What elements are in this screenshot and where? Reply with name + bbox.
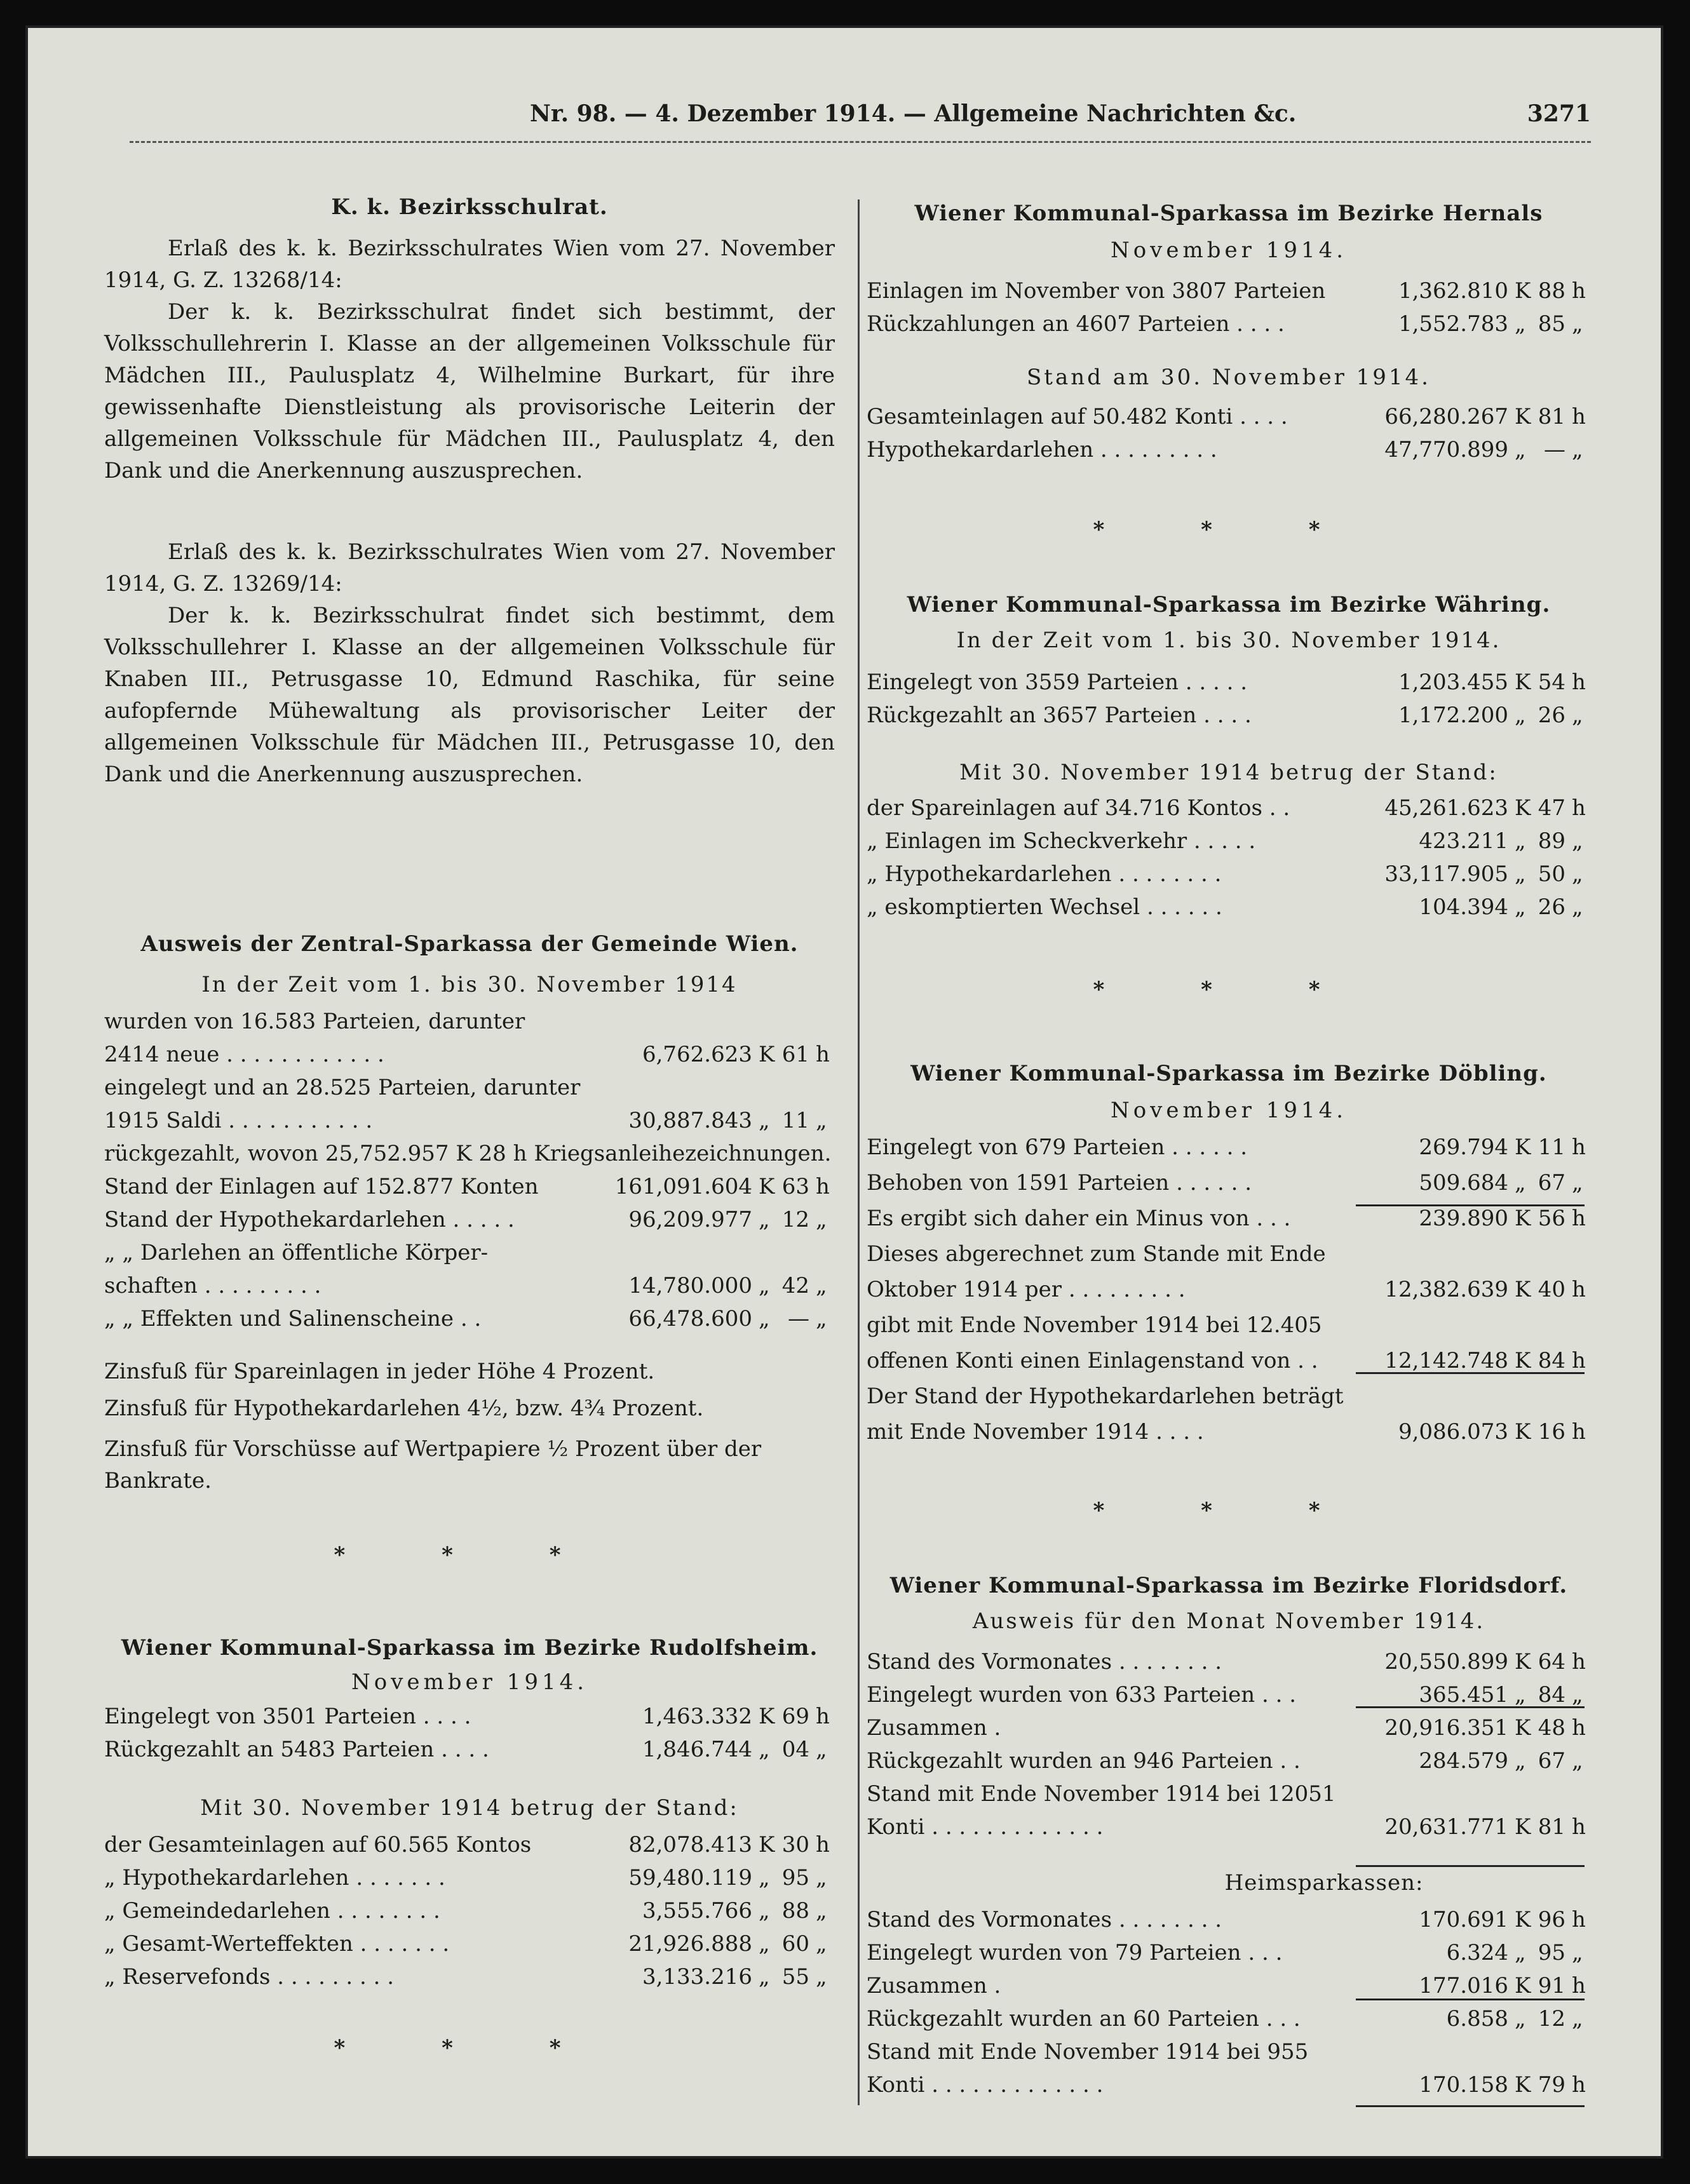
row-heller: 84 xyxy=(1538,1682,1565,1708)
row-label: Behoben von 1591 Parteien . . . . . . xyxy=(867,1170,1252,1196)
row-amount: 6.858 xyxy=(1446,2006,1508,2032)
row-unit: „ xyxy=(816,1108,827,1133)
row-label: „ Hypothekardarlehen . . . . . . . xyxy=(104,1865,445,1891)
row-label: 2414 neue . . . . . . . . . . . . xyxy=(104,1042,384,1067)
row-amount: 12,382.639 xyxy=(1384,1277,1508,1302)
row-amount: 12,142.748 xyxy=(1384,1348,1508,1373)
header-title: Nr. 98. — 4. Dezember 1914. — Allgemeine Nachrichten &c. xyxy=(530,100,1297,127)
row-unit: h xyxy=(1572,2072,1586,2098)
row-label: Stand mit Ende November 1914 bei 955 xyxy=(867,2039,1309,2065)
table-row xyxy=(867,401,1591,432)
row-heller: 26 xyxy=(1538,703,1565,728)
row-label: „ Reservefonds . . . . . . . . . xyxy=(104,1964,394,1990)
row-unit: „ xyxy=(816,1737,827,1762)
row-unit: h xyxy=(1572,1277,1586,1302)
row-heller: 85 xyxy=(1538,311,1565,337)
section-title-bezirksschulrat: K. k. Bezirksschulrat. xyxy=(331,194,608,220)
row-currency: K xyxy=(1515,1348,1531,1373)
table-row xyxy=(104,1204,835,1235)
table-row xyxy=(104,1929,835,1959)
row-heller: 11 xyxy=(781,1108,809,1133)
document-page xyxy=(25,25,1663,2159)
row-label: „ Hypothekardarlehen . . . . . . . . xyxy=(867,861,1222,887)
row-heller: 04 xyxy=(781,1737,809,1762)
row-unit: h xyxy=(816,1704,830,1729)
table-row xyxy=(867,1381,1591,1412)
row-amount: 30,887.843 xyxy=(628,1108,752,1133)
table-row xyxy=(867,1417,1591,1447)
row-label: Stand des Vormonates . . . . . . . . xyxy=(867,1907,1222,1932)
row-currency: „ xyxy=(1515,311,1526,337)
row-amount: 1,172.200 xyxy=(1398,703,1508,728)
table-row xyxy=(867,667,1591,698)
table-row xyxy=(867,1239,1591,1269)
floridsdorf-period: Ausweis für den Monat November 1914. xyxy=(972,1608,1485,1634)
row-amount: 104.394 xyxy=(1419,894,1508,920)
row-amount: 45,261.623 xyxy=(1384,795,1508,821)
row-amount: 3,133.216 xyxy=(642,1964,752,1990)
row-currency: K xyxy=(1515,1814,1531,1840)
page-header xyxy=(130,97,1591,143)
table-row xyxy=(867,826,1591,856)
row-heller: 64 xyxy=(1538,1649,1565,1675)
row-currency: „ xyxy=(1515,894,1526,920)
table-row xyxy=(867,1904,1591,1935)
hernals-month: November 1914. xyxy=(1110,238,1348,263)
separator-stars: * * * xyxy=(1093,517,1365,543)
row-label: Rückgezahlt wurden an 946 Parteien . . xyxy=(867,1748,1301,1774)
row-currency: „ xyxy=(1515,1748,1526,1774)
table-row xyxy=(104,1962,835,1992)
row-unit: „ xyxy=(1572,1748,1583,1774)
waehring-period: In der Zeit vom 1. bis 30. November 1914. xyxy=(956,628,1501,653)
table-row xyxy=(104,1072,835,1103)
row-currency: „ xyxy=(759,1108,770,1133)
table-row xyxy=(104,1271,835,1301)
row-heller: 91 xyxy=(1538,1973,1565,1999)
row-label: schaften . . . . . . . . . xyxy=(104,1273,321,1298)
row-currency: „ xyxy=(1515,1940,1526,1965)
row-heller: — xyxy=(1544,437,1565,462)
row-unit: h xyxy=(1572,1649,1586,1675)
row-label: Eingelegt von 679 Parteien . . . . . . xyxy=(867,1135,1248,1160)
row-unit: „ xyxy=(816,1273,827,1298)
row-label: der Spareinlagen auf 34.716 Kontos . . xyxy=(867,795,1290,821)
row-label: Es ergibt sich daher ein Minus von . . . xyxy=(867,1206,1291,1231)
row-heller: 16 xyxy=(1538,1419,1565,1445)
row-amount: 21,926.888 xyxy=(628,1931,752,1957)
row-amount: 509.684 xyxy=(1419,1170,1508,1196)
row-currency: K xyxy=(759,1832,775,1857)
row-unit: h xyxy=(1572,278,1586,304)
row-amount: 1,552.783 xyxy=(1398,311,1508,337)
row-currency: K xyxy=(1515,1135,1531,1160)
separator-stars: * * * xyxy=(1093,1498,1365,1523)
row-heller: 96 xyxy=(1538,1907,1565,1932)
table-row xyxy=(867,700,1591,731)
row-unit: „ xyxy=(816,1207,827,1232)
row-label: 1915 Saldi . . . . . . . . . . . xyxy=(104,1108,373,1133)
row-currency: „ xyxy=(759,1306,770,1331)
row-currency: K xyxy=(1515,2072,1531,2098)
zins-vorschuesse: Zinsfuß für Vorschüsse auf Wertpapiere ½ Prozent über der Bankrate. xyxy=(104,1436,762,1493)
table-row xyxy=(867,793,1591,823)
row-label: der Gesamteinlagen auf 60.565 Kontos xyxy=(104,1832,532,1857)
separator-stars: * * * xyxy=(334,1542,605,1568)
table-row xyxy=(867,276,1591,306)
table-row xyxy=(867,1812,1591,1842)
row-unit: „ xyxy=(1572,1940,1583,1965)
section-title-waehring: Wiener Kommunal-Sparkassa im Bezirke Währing. xyxy=(907,592,1551,617)
table-row xyxy=(867,1203,1591,1234)
row-heller: 42 xyxy=(781,1273,809,1298)
row-amount: 96,209.977 xyxy=(628,1207,752,1232)
table-row xyxy=(104,1863,835,1893)
row-heller: 55 xyxy=(781,1964,809,1990)
row-heller: 63 xyxy=(781,1174,809,1199)
row-unit: „ xyxy=(1572,1682,1583,1708)
table-row xyxy=(867,892,1591,922)
table-row xyxy=(104,1138,835,1169)
doebling-month: November 1914. xyxy=(1110,1098,1348,1123)
row-amount: 33,117.905 xyxy=(1384,861,1508,887)
row-heller: 95 xyxy=(781,1865,809,1891)
table-row xyxy=(867,859,1591,889)
row-label: Rückgezahlt an 3657 Parteien . . . . xyxy=(867,703,1252,728)
row-unit: „ xyxy=(816,1865,827,1891)
row-heller: 40 xyxy=(1538,1277,1565,1302)
row-unit: h xyxy=(1572,1135,1586,1160)
table-row xyxy=(867,309,1591,339)
row-label: Der Stand der Hypothekardarlehen beträgt xyxy=(867,1384,1344,1409)
row-label: eingelegt und an 28.525 Parteien, darunter xyxy=(104,1075,581,1100)
row-label: Oktober 1914 per . . . . . . . . . xyxy=(867,1277,1186,1302)
row-unit: h xyxy=(1572,1907,1586,1932)
row-label: „ eskomptierten Wechsel . . . . . . xyxy=(867,894,1222,920)
row-label: Einlagen im November von 3807 Parteien xyxy=(867,278,1326,304)
row-heller: 12 xyxy=(781,1207,809,1232)
row-unit: h xyxy=(1572,1814,1586,1840)
table-row xyxy=(867,435,1591,465)
zentral-period: In der Zeit vom 1. bis 30. November 1914 xyxy=(201,972,738,997)
row-unit: „ xyxy=(1572,828,1583,854)
row-unit: h xyxy=(1572,1348,1586,1373)
row-currency: K xyxy=(759,1042,775,1067)
row-heller: 48 xyxy=(1538,1715,1565,1741)
table-row xyxy=(867,1680,1591,1710)
row-label: rückgezahlt, wovon 25,752.957 K 28 h Kriegsanleihezeichnungen. xyxy=(104,1141,832,1166)
row-label: „ Einlagen im Scheckverkehr . . . . . xyxy=(867,828,1256,854)
row-unit: „ xyxy=(816,1964,827,1990)
row-unit: h xyxy=(816,1174,830,1199)
row-currency: „ xyxy=(1515,703,1526,728)
row-amount: 365.451 xyxy=(1419,1682,1508,1708)
row-label: Eingelegt wurden von 633 Parteien . . . xyxy=(867,1682,1297,1708)
row-amount: 20,631.771 xyxy=(1384,1814,1508,1840)
row-amount: 1,362.810 xyxy=(1398,278,1508,304)
row-label: „ „ Darlehen an öffentliche Körper- xyxy=(104,1240,489,1265)
sum-rule xyxy=(1356,1372,1585,1374)
row-label: Gesamteinlagen auf 50.482 Konti . . . . xyxy=(867,404,1288,429)
row-label: Eingelegt von 3501 Parteien . . . . xyxy=(104,1704,471,1729)
erlass2-body: Der k. k. Bezirksschulrat findet sich bestimmt, dem Volksschullehrer I. Klasse an der allgemeinen Volksschule für Knaben III., Petrusgasse 10, Edmund Raschika, für seine aufopfernde Mühewaltung als provisorischer Leiter der allgemeinen Volksschule für Mädchen III., Petrusgasse 10, den Dank und die Anerkennung auszusprechen. xyxy=(104,603,835,787)
row-heller: 12 xyxy=(1538,2006,1565,2032)
row-label: Konti . . . . . . . . . . . . . xyxy=(867,1814,1104,1840)
row-currency: K xyxy=(1515,404,1531,429)
row-unit: h xyxy=(1572,1973,1586,1999)
row-amount: 14,780.000 xyxy=(628,1273,752,1298)
hernals-stand-head: Stand am 30. November 1914. xyxy=(1027,365,1431,390)
row-label: Eingelegt von 3559 Parteien . . . . . xyxy=(867,670,1248,695)
row-currency: „ xyxy=(1515,1682,1526,1708)
row-currency: K xyxy=(1515,278,1531,304)
row-label: Zusammen . xyxy=(867,1715,1001,1741)
table-row xyxy=(867,1310,1591,1340)
row-amount: 1,846.744 xyxy=(642,1737,752,1762)
row-amount: 9,086.073 xyxy=(1398,1419,1508,1445)
table-row xyxy=(867,2070,1591,2100)
row-unit: h xyxy=(1572,1206,1586,1231)
row-heller: 47 xyxy=(1538,795,1565,821)
row-unit: „ xyxy=(1572,894,1583,920)
row-amount: 66,280.267 xyxy=(1384,404,1508,429)
table-row xyxy=(867,1713,1591,1743)
row-label: Rückzahlungen an 4607 Parteien . . . . xyxy=(867,311,1285,337)
row-unit: h xyxy=(1572,795,1586,821)
erlass2-intro: Erlaß des k. k. Bezirksschulrates Wien vom 27. November 1914, G. Z. 13269/14: xyxy=(104,539,835,597)
row-amount: 269.794 xyxy=(1419,1135,1508,1160)
row-unit: „ xyxy=(816,1306,827,1331)
row-currency: K xyxy=(1515,1907,1531,1932)
table-row xyxy=(104,1039,835,1070)
row-unit: h xyxy=(1572,404,1586,429)
sum-rule xyxy=(1356,1865,1585,1867)
table-row xyxy=(867,1746,1591,1776)
row-currency: K xyxy=(1515,670,1531,695)
row-amount: 161,091.604 xyxy=(614,1174,752,1199)
page-number: 3271 xyxy=(1527,100,1591,127)
row-label: Stand der Hypothekardarlehen . . . . . xyxy=(104,1207,515,1232)
row-label: Stand der Einlagen auf 152.877 Konten xyxy=(104,1174,539,1199)
table-row xyxy=(867,1274,1591,1305)
row-currency: „ xyxy=(759,1737,770,1762)
row-heller: 88 xyxy=(781,1898,809,1924)
row-heller: 95 xyxy=(1538,1940,1565,1965)
row-label: Stand des Vormonates . . . . . . . . xyxy=(867,1649,1222,1675)
sum-rule xyxy=(1356,1204,1585,1206)
row-currency: K xyxy=(1515,1277,1531,1302)
row-label: Rückgezahlt an 5483 Parteien . . . . xyxy=(104,1737,489,1762)
row-amount: 284.579 xyxy=(1419,1748,1508,1774)
row-unit: h xyxy=(1572,1715,1586,1741)
row-unit: h xyxy=(1572,1419,1586,1445)
sum-rule xyxy=(1356,1999,1585,2000)
table-row xyxy=(104,1237,835,1268)
table-row xyxy=(104,1171,835,1202)
row-unit: h xyxy=(816,1832,830,1857)
row-heller: — xyxy=(788,1306,809,1331)
section-title-floridsdorf: Wiener Kommunal-Sparkassa im Bezirke Floridsdorf. xyxy=(889,1573,1568,1598)
waehring-stand-head: Mit 30. November 1914 betrug der Stand: xyxy=(959,760,1498,785)
row-heller: 79 xyxy=(1538,2072,1565,2098)
row-amount: 66,478.600 xyxy=(628,1306,752,1331)
row-currency: „ xyxy=(1515,437,1526,462)
table-row xyxy=(867,1168,1591,1198)
row-heller: 50 xyxy=(1538,861,1565,887)
erlass1-body: Der k. k. Bezirksschulrat findet sich bestimmt, der Volksschullehrerin I. Klasse an der allgemeinen Volksschule für Mädchen III., Paulusplatz 4, Wilhelmine Burkart, für ihre gewissenhafte Dienstleistung als provisorische Leiterin der allgemeinen Volksschule für Mädchen III., Paulusplatz 4, den Dank und die Anerkennung auszusprechen. xyxy=(104,299,835,483)
row-currency: K xyxy=(1515,1973,1531,1999)
row-unit: „ xyxy=(1572,437,1583,462)
table-row xyxy=(104,1304,835,1334)
row-unit: „ xyxy=(816,1931,827,1957)
row-unit: „ xyxy=(1572,311,1583,337)
row-amount: 59,480.119 xyxy=(628,1865,752,1891)
erlass1-intro: Erlaß des k. k. Bezirksschulrates Wien vom 27. November 1914, G. Z. 13268/14: xyxy=(104,236,835,293)
row-heller: 84 xyxy=(1538,1348,1565,1373)
row-heller: 81 xyxy=(1538,1814,1565,1840)
rudolfsheim-month: November 1914. xyxy=(351,1669,588,1695)
row-label: mit Ende November 1914 . . . . xyxy=(867,1419,1204,1445)
row-amount: 1,203.455 xyxy=(1398,670,1508,695)
row-label: Dieses abgerechnet zum Stande mit Ende xyxy=(867,1241,1326,1267)
row-heller: 67 xyxy=(1538,1170,1565,1196)
row-heller: 81 xyxy=(1538,404,1565,429)
row-amount: 1,463.332 xyxy=(642,1704,752,1729)
row-amount: 47,770.899 xyxy=(1384,437,1508,462)
table-row xyxy=(867,2004,1591,2034)
row-unit: h xyxy=(816,1042,830,1067)
section-title-hernals: Wiener Kommunal-Sparkassa im Bezirke Hernals xyxy=(914,201,1543,226)
zins-hypothekar: Zinsfuß für Hypothekardarlehen 4½, bzw. 4¾ Prozent. xyxy=(104,1396,704,1421)
row-currency: „ xyxy=(759,1207,770,1232)
row-currency: „ xyxy=(759,1865,770,1891)
row-currency: K xyxy=(759,1174,775,1199)
row-amount: 20,916.351 xyxy=(1384,1715,1508,1741)
row-label: Stand mit Ende November 1914 bei 12051 xyxy=(867,1781,1336,1807)
row-heller: 11 xyxy=(1538,1135,1565,1160)
section-title-rudolfsheim: Wiener Kommunal-Sparkassa im Bezirke Rudolfsheim. xyxy=(121,1635,818,1661)
row-currency: „ xyxy=(1515,828,1526,854)
row-amount: 20,550.899 xyxy=(1384,1649,1508,1675)
zins-spareinlagen: Zinsfuß für Spareinlagen in jeder Höhe 4 Prozent. xyxy=(104,1359,655,1384)
table-row xyxy=(104,1701,835,1732)
row-currency: K xyxy=(1515,1419,1531,1445)
row-amount: 239.890 xyxy=(1419,1206,1508,1231)
column-divider xyxy=(858,199,860,2105)
row-heller: 69 xyxy=(781,1704,809,1729)
table-row xyxy=(867,1647,1591,1677)
row-amount: 6.324 xyxy=(1446,1940,1508,1965)
row-heller: 89 xyxy=(1538,828,1565,854)
row-label: Eingelegt wurden von 79 Parteien . . . xyxy=(867,1940,1283,1965)
row-currency: „ xyxy=(1515,2006,1526,2032)
row-currency: „ xyxy=(1515,861,1526,887)
rudolfsheim-stand-head: Mit 30. November 1914 betrug der Stand: xyxy=(200,1795,739,1821)
row-amount: 170.158 xyxy=(1419,2072,1508,2098)
table-row xyxy=(867,1938,1591,1968)
section-title-doebling: Wiener Kommunal-Sparkassa im Bezirke Döbling. xyxy=(910,1061,1547,1086)
row-currency: K xyxy=(1515,795,1531,821)
row-currency: K xyxy=(1515,1715,1531,1741)
row-label: Zusammen . xyxy=(867,1973,1001,1999)
table-row xyxy=(104,1006,835,1037)
heim-head: Heimsparkassen: xyxy=(1224,1870,1424,1896)
row-heller: 67 xyxy=(1538,1748,1565,1774)
row-amount: 423.211 xyxy=(1419,828,1508,854)
row-heller: 56 xyxy=(1538,1206,1565,1231)
row-unit: „ xyxy=(816,1898,827,1924)
row-currency: „ xyxy=(759,1931,770,1957)
row-unit: „ xyxy=(1572,2006,1583,2032)
row-heller: 54 xyxy=(1538,670,1565,695)
row-label: gibt mit Ende November 1914 bei 12.405 xyxy=(867,1312,1322,1338)
table-row xyxy=(104,1830,835,1860)
row-heller: 60 xyxy=(781,1931,809,1957)
row-currency: „ xyxy=(759,1898,770,1924)
sum-rule xyxy=(1356,1706,1585,1708)
table-row xyxy=(867,1132,1591,1163)
row-currency: K xyxy=(759,1704,775,1729)
row-unit: „ xyxy=(1572,703,1583,728)
table-row xyxy=(867,1345,1591,1376)
table-row xyxy=(104,1896,835,1926)
row-label: offenen Konti einen Einlagenstand von . . xyxy=(867,1348,1318,1373)
row-label: „ „ Effekten und Salinenscheine . . xyxy=(104,1306,482,1331)
row-amount: 3,555.766 xyxy=(642,1898,752,1924)
row-amount: 6,762.623 xyxy=(642,1042,752,1067)
row-label: „ Gesamt-Werteffekten . . . . . . . xyxy=(104,1931,450,1957)
row-unit: h xyxy=(1572,670,1586,695)
row-currency: K xyxy=(1515,1649,1531,1675)
row-currency: K xyxy=(1515,1206,1531,1231)
sum-rule xyxy=(1356,2105,1585,2107)
row-label: Rückgezahlt wurden an 60 Parteien . . . xyxy=(867,2006,1301,2032)
separator-stars: * * * xyxy=(334,2035,605,2061)
section-title-zentral: Ausweis der Zentral-Sparkassa der Gemeinde Wien. xyxy=(140,931,799,957)
row-heller: 30 xyxy=(781,1832,809,1857)
row-unit: „ xyxy=(1572,861,1583,887)
row-heller: 61 xyxy=(781,1042,809,1067)
row-amount: 170.691 xyxy=(1419,1907,1508,1932)
row-currency: „ xyxy=(759,1964,770,1990)
table-row xyxy=(867,2037,1591,2067)
row-amount: 177.016 xyxy=(1419,1973,1508,1999)
row-label: Konti . . . . . . . . . . . . . xyxy=(867,2072,1104,2098)
separator-stars: * * * xyxy=(1093,977,1365,1002)
row-heller: 26 xyxy=(1538,894,1565,920)
table-row xyxy=(104,1105,835,1136)
table-row xyxy=(867,1779,1591,1809)
table-row xyxy=(867,1971,1591,2001)
row-currency: „ xyxy=(1515,1170,1526,1196)
row-label: „ Gemeindedarlehen . . . . . . . . xyxy=(104,1898,440,1924)
row-label: Hypothekardarlehen . . . . . . . . . xyxy=(867,437,1217,462)
row-heller: 88 xyxy=(1538,278,1565,304)
row-label: wurden von 16.583 Parteien, darunter xyxy=(104,1009,525,1034)
table-row xyxy=(104,1734,835,1765)
row-amount: 82,078.413 xyxy=(628,1832,752,1857)
row-currency: „ xyxy=(759,1273,770,1298)
row-unit: „ xyxy=(1572,1170,1583,1196)
